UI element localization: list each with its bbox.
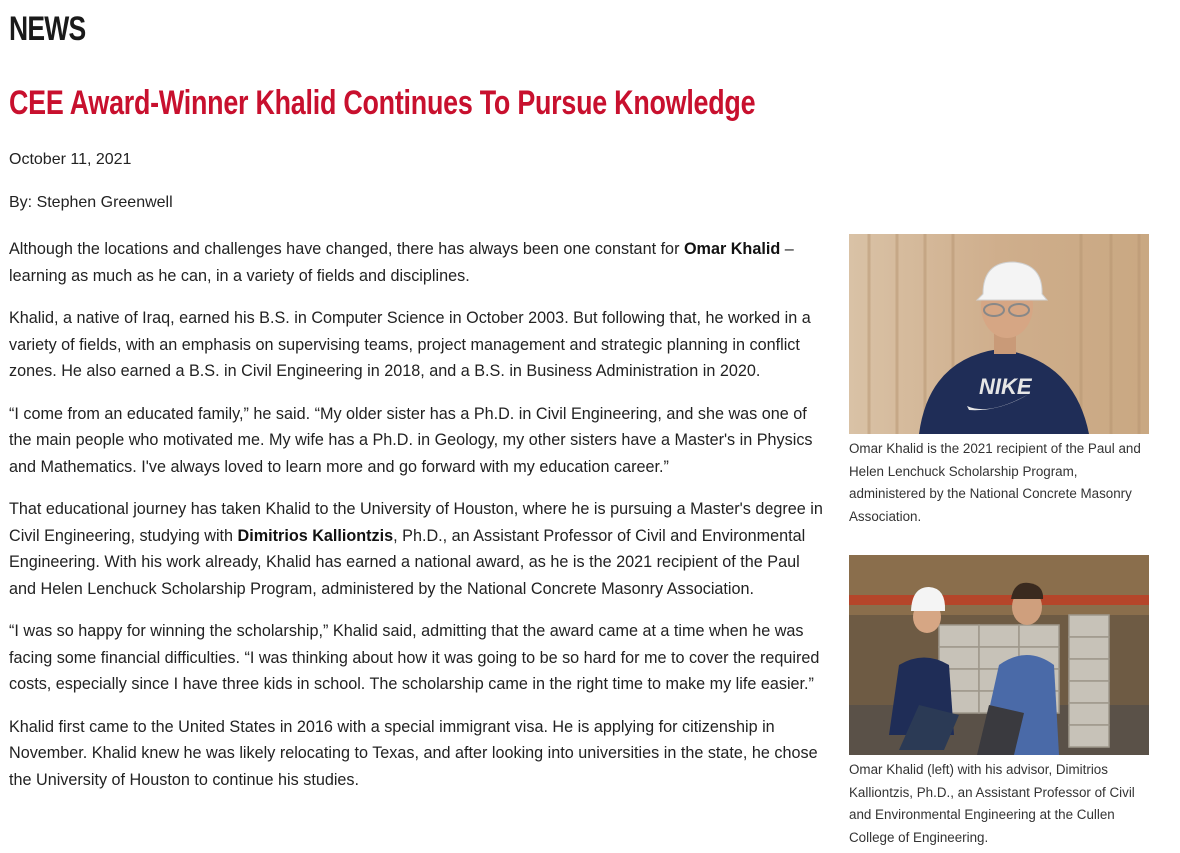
paragraph [9, 236, 824, 289]
photo-omar-khalid [849, 234, 1149, 434]
photo-khalid-and-advisor [849, 555, 1149, 755]
figure-advisor [849, 555, 1149, 849]
person-name-omar-khalid: Omar Khalid [683, 240, 781, 258]
shirt-logo: NIKE [979, 374, 1032, 399]
article-byline: By: Stephen Greenwell [9, 194, 173, 211]
article-headline: CEE Award-Winner Khalid Continues To Pursue Knowledge [9, 84, 756, 122]
paragraph-text: , Ph.D., an Assistant Professor of Civil and Environmental Engineering. With his work already, Khalid has earned a national award, as he is the 2021 recipient of the Paul and Helen Lenchuck Scholarship Program, administered by the National Concrete Masonry Association. [9, 526, 806, 598]
paragraph-text: Khalid first came to the United States in 2016 with a special immigrant visa. He is applying for citizenship in November. Khalid knew he was likely relocating to Texas, and after looking into universities in the state, he chose the University of Houston to continue his studies. [9, 717, 818, 789]
person-name-dimitrios-kalliontzis: Dimitrios Kalliontzis [237, 526, 394, 545]
article-date: October 11, 2021 [9, 151, 132, 168]
article-body [9, 236, 824, 809]
paragraph [9, 618, 824, 698]
figure-portrait [849, 234, 1149, 528]
figure-caption: Omar Khalid is the 2021 recipient of the Paul and Helen Lenchuck Scholarship Program, administered by the National Concrete Masonry Association. [849, 441, 1141, 524]
paragraph-text: Although the locations and challenges have changed, there has always been one constant for [9, 240, 684, 258]
paragraph-text: “I come from an educated family,” he said. “My older sister has a Ph.D. in Civil Engineering, and she was one of the main people who motivated me. My wife has a Ph.D. in Geology, my other sisters have a Master's in Physics and Mathematics. I've always loved to learn more and go forward with my education career.” [9, 404, 813, 476]
paragraph [9, 401, 824, 481]
paragraph [9, 496, 824, 602]
paragraph-text: – learning as much as he can, in a variety of fields and disciplines. [9, 240, 794, 285]
paragraph-text: Khalid, a native of Iraq, earned his B.S. in Computer Science in October 2003. But following that, he worked in a variety of fields, with an emphasis on supervising teams, project management and strategic planning in conflict zones. He also earned a B.S. in Civil Engineering in 2018, and a B.S. in Business Administration in 2020. [9, 309, 811, 380]
paragraph-text: “I was so happy for winning the scholarship,” Khalid said, admitting that the award came at a time when he was facing some financial difficulties. “I was thinking about how it was going to be so hard for me to cover the required costs, especially since I have three kids in school. The scholarship came in the right time to make my life easier.” [9, 622, 820, 693]
figure-caption: Omar Khalid (left) with his advisor, Dimitrios Kalliontzis, Ph.D., an Assistant Professor of Civil and Environmental Engineering at the Cullen College of Engineering. [849, 762, 1135, 845]
paragraph-text: That educational journey has taken Khalid to the University of Houston, where he is pursuing a Master's degree in Civil Engineering, studying with [9, 500, 823, 545]
paragraph [9, 305, 824, 385]
section-label: NEWS [9, 10, 86, 48]
paragraph [9, 714, 824, 794]
